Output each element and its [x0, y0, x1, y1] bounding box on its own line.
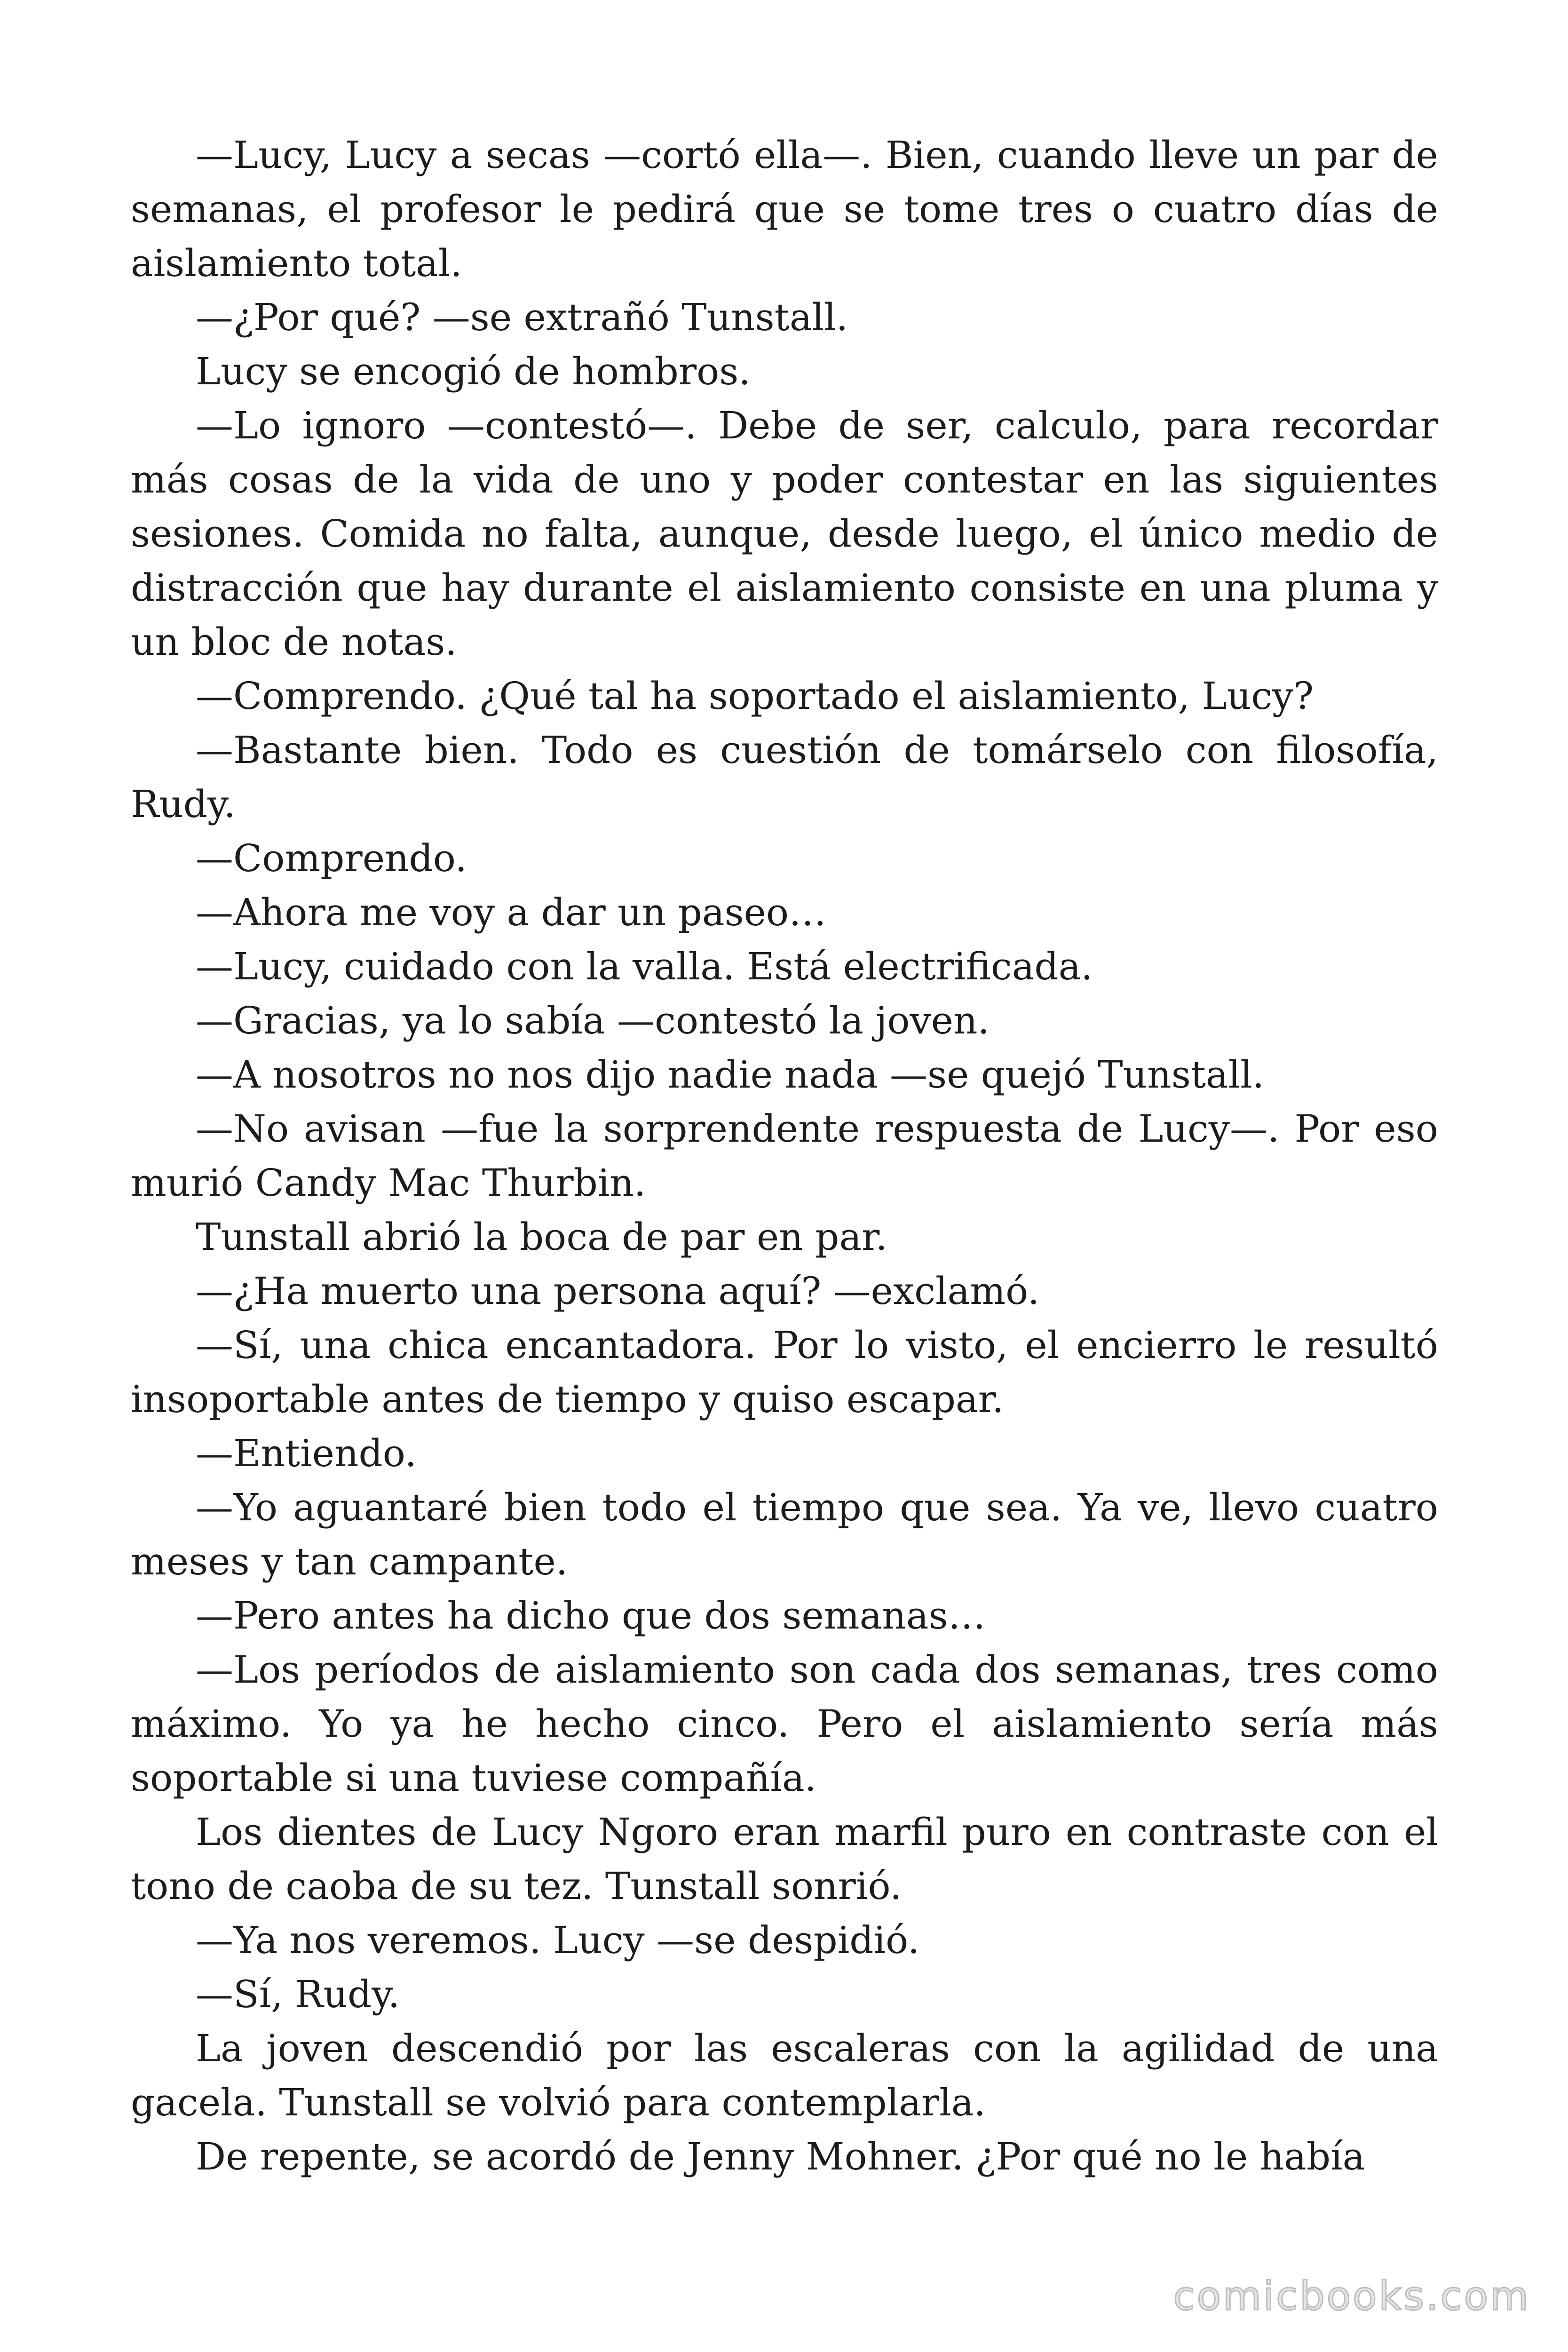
paragraph: —Lo ignoro —contestó—. Debe de ser, calculo, para recordar más cosas de la vida de uno y poder contestar en las siguientes sesiones. Comida no falta, aunque, desde luego, el único medio de distracción que hay durante el aislamiento consiste en una pluma y un bloc de notas. [131, 404, 1438, 664]
paragraph: —Comprendo. [196, 836, 467, 880]
paragraph: Los dientes de Lucy Ngoro eran marfil puro en contraste con el tono de caoba de su tez. Tunstall sonrió. [131, 1810, 1438, 1908]
paragraph: —Los períodos de aislamiento son cada dos semanas, tres como máximo. Yo ya he hecho cinco. Pero el aislamiento sería más soportable si una tuviese compañía. [131, 1648, 1438, 1800]
paragraph: —Lucy, cuidado con la valla. Está electrificada. [196, 945, 1093, 988]
paragraph: —¿Por qué? —se extrañó Tunstall. [196, 295, 848, 339]
watermark: comicbooks.com [1173, 2273, 1530, 2319]
paragraph: Tunstall abrió la boca de par en par. [196, 1215, 887, 1259]
paragraph: De repente, se acordó de Jenny Mohner. ¿Por qué no le había [196, 2135, 1365, 2178]
paragraph: —Entiendo. [196, 1431, 417, 1475]
paragraph: Lucy se encogió de hombros. [196, 350, 751, 393]
paragraph: —No avisan —fue la sorprendente respuesta de Lucy—. Por eso murió Candy Mac Thurbin. [131, 1107, 1438, 1205]
paragraph: —Ahora me voy a dar un paseo… [196, 890, 827, 934]
paragraph: La joven descendió por las escaleras con la agilidad de una gacela. Tunstall se volvió para contemplarla. [131, 2026, 1438, 2124]
paragraph: —Yo aguantaré bien todo el tiempo que sea. Ya ve, llevo cuatro meses y tan campante. [131, 1486, 1438, 1583]
paragraph: —Gracias, ya lo sabía —contestó la joven. [196, 999, 990, 1042]
paragraph: —Pero antes ha dicho que dos semanas… [196, 1594, 986, 1637]
paragraph: —Comprendo. ¿Qué tal ha soportado el aislamiento, Lucy? [196, 674, 1314, 718]
page-body-text [131, 128, 1438, 2184]
paragraph: —Ya nos veremos. Lucy —se despidió. [196, 1918, 920, 1962]
paragraph: —Lucy, Lucy a secas —cortó ella—. Bien, cuando lleve un par de semanas, el profesor le pedirá que se tome tres o cuatro días de aislamiento total. [131, 133, 1438, 285]
paragraph: —Sí, una chica encantadora. Por lo visto, el encierro le resultó insoportable antes de tiempo y quiso escapar. [131, 1323, 1438, 1421]
paragraph: —¿Ha muerto una persona aquí? —exclamó. [196, 1269, 1040, 1313]
paragraph: —Sí, Rudy. [196, 1972, 400, 2016]
paragraph: —A nosotros no nos dijo nadie nada —se quejó Tunstall. [196, 1053, 1265, 1097]
paragraph: —Bastante bien. Todo es cuestión de tomárselo con filosofía, Rudy. [131, 728, 1438, 826]
